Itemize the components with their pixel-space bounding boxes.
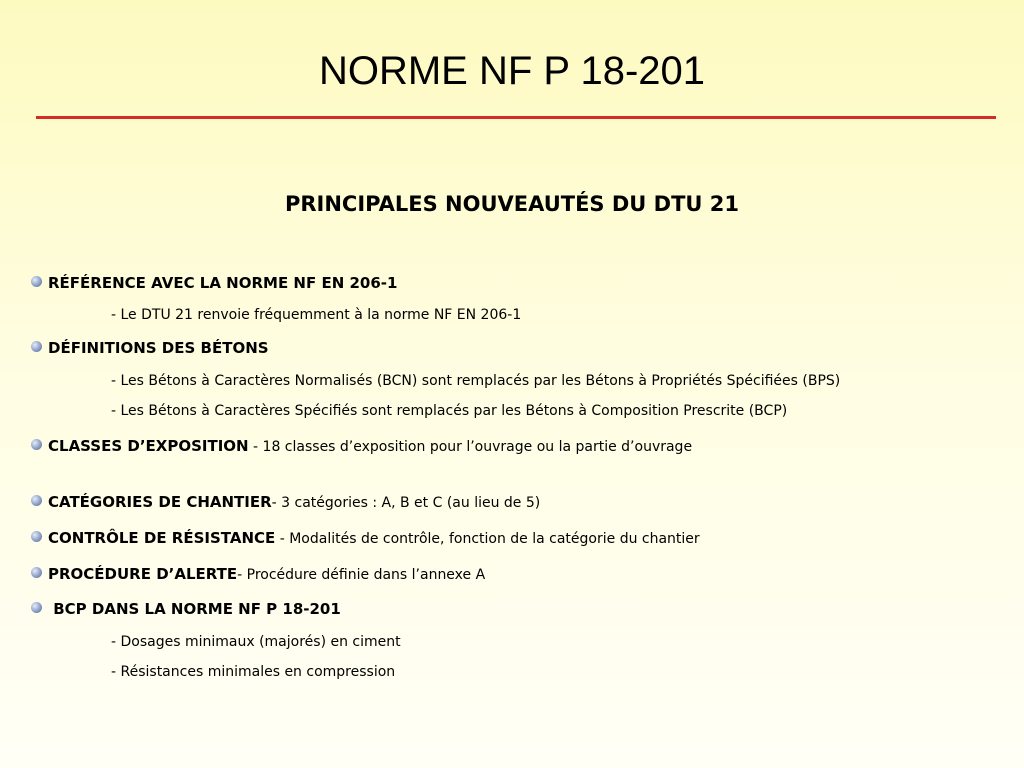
bullet-item-strength-control — [31, 525, 1011, 551]
sub-item: - Le DTU 21 renvoie fréquemment à la norme NF EN 206-1 — [111, 307, 522, 323]
item-heading: DÉFINITIONS DES BÉTONS — [48, 339, 269, 357]
bullet-icon — [31, 276, 42, 287]
bullet-icon — [31, 531, 42, 542]
slide-subtitle: PRINCIPALES NOUVEAUTÉS DU DTU 21 — [284, 192, 740, 216]
bullet-item-reference — [31, 270, 1011, 296]
bullet-item-bcp — [31, 596, 1011, 622]
title-divider — [36, 116, 996, 119]
bullet-item-alert-procedure — [31, 561, 1011, 587]
sub-item: - Les Bétons à Caractères Normalisés (BCN) sont remplacés par les Bétons à Propriétés Spécifiées (BPS) — [111, 373, 841, 389]
bullet-icon — [31, 567, 42, 578]
bullet-item-site-categories — [31, 489, 1011, 515]
item-heading: BCP DANS LA NORME NF P 18-201 — [48, 600, 341, 618]
item-heading: CATÉGORIES DE CHANTIER — [48, 493, 272, 511]
sub-item: - Dosages minimaux (majorés) en ciment — [111, 634, 401, 650]
sub-item: - Résistances minimales en compression — [111, 664, 396, 680]
item-heading: RÉFÉRENCE AVEC LA NORME NF EN 206-1 — [48, 274, 398, 292]
item-heading: PROCÉDURE D’ALERTE — [48, 565, 238, 583]
bullet-icon — [31, 495, 42, 506]
bullet-icon — [31, 341, 42, 352]
item-heading: CLASSES D’EXPOSITION — [48, 437, 249, 455]
item-description: - Modalités de contrôle, fonction de la catégorie du chantier — [275, 531, 700, 547]
bullet-icon — [31, 439, 42, 450]
item-heading: CONTRÔLE DE RÉSISTANCE — [48, 529, 276, 547]
item-description: - Procédure définie dans l’annexe A — [237, 567, 486, 583]
sub-item: - Les Bétons à Caractères Spécifiés sont remplacés par les Bétons à Composition Prescrite (BCP) — [111, 403, 788, 419]
slide-title: NORME NF P 18-201 — [318, 49, 706, 93]
bullet-item-exposure-classes — [31, 433, 1011, 459]
item-description: - 18 classes d’exposition pour l’ouvrage ou la partie d’ouvrage — [248, 439, 693, 455]
item-description: - 3 catégories : A, B et C (au lieu de 5) — [271, 495, 541, 511]
bullet-icon — [31, 602, 42, 613]
bullet-item-definitions — [31, 335, 1011, 361]
